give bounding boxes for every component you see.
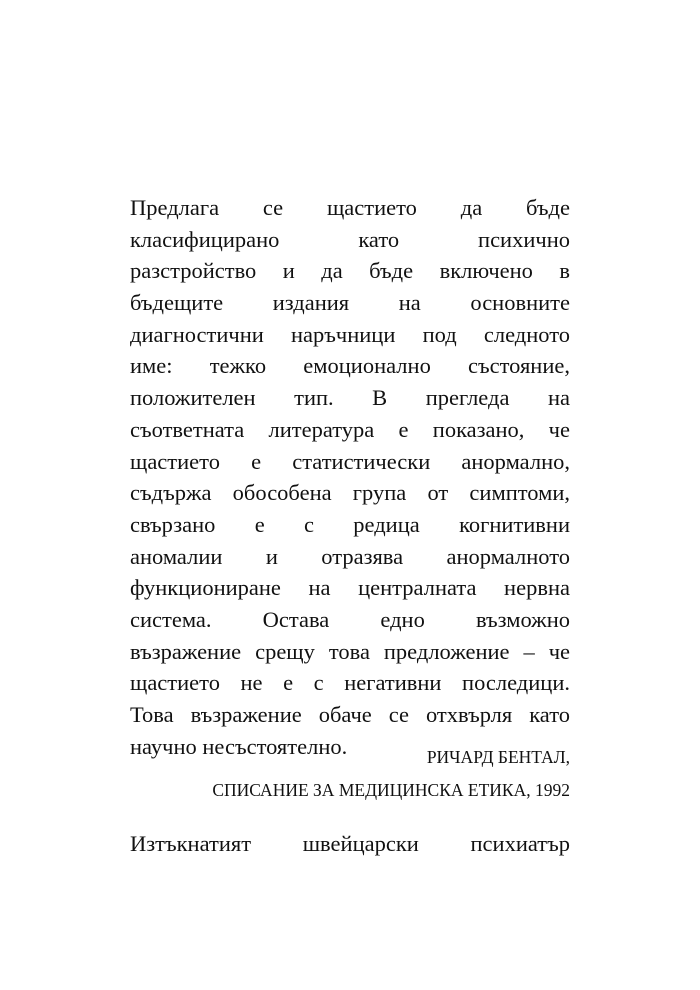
- epigraph-line: свързано е с редица когнитивни: [130, 511, 570, 537]
- epigraph-line: възражение срещу това предложение – че: [130, 638, 570, 664]
- epigraph-line: щастието не е с негативни последици.: [130, 670, 570, 696]
- epigraph-line: Това възражение обаче се отхвърля като: [130, 702, 570, 727]
- attribution-author: РИЧАРД БЕНТАЛ,: [426, 747, 570, 767]
- chapter-body: [130, 828, 570, 860]
- epigraph-line: име: тежко емоционално състояние,: [130, 353, 570, 379]
- epigraph-quote: [130, 192, 570, 762]
- epigraph-line: класифицирано като психично: [130, 226, 570, 252]
- epigraph-line: бъдещите издания на основните: [130, 290, 570, 316]
- epigraph-line: аномалии и отразява анормалното: [130, 543, 570, 569]
- epigraph-line: съответната литература е показано, че: [130, 416, 570, 442]
- epigraph-line: научно несъстоятелно.: [130, 733, 348, 759]
- epigraph-line: система. Остава едно възможно: [130, 606, 570, 632]
- epigraph-line: съдържа обособена група от симптоми,: [130, 480, 570, 506]
- body-line: Изтъкнатият швейцарски психиатър: [130, 831, 570, 856]
- epigraph-line: Предлага се щастието да бъде: [130, 195, 570, 220]
- epigraph-line: функциониране на централната нервна: [130, 575, 570, 601]
- epigraph-attribution: [212, 741, 570, 807]
- epigraph-line: диагностични наръчници под следното: [130, 321, 570, 347]
- epigraph-line: положителен тип. В прегледа на: [130, 385, 570, 411]
- epigraph-line: щастието е статистически анормално,: [130, 448, 570, 474]
- epigraph-line: разстройство и да бъде включено в: [130, 258, 570, 284]
- attribution-source: СПИСАНИЕ ЗА МЕДИЦИНСКА ЕТИКА, 1992: [212, 780, 570, 800]
